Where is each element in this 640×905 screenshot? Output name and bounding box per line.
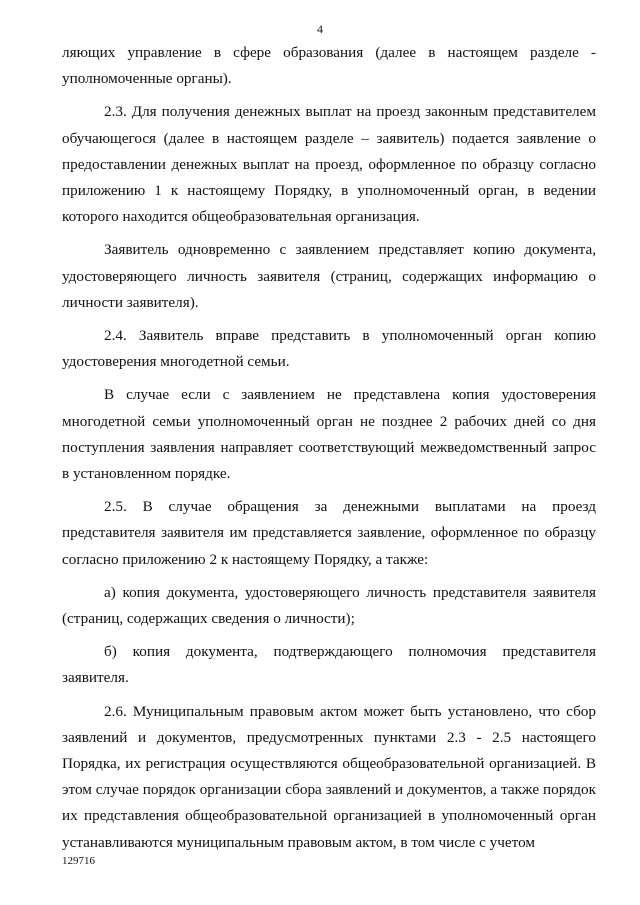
paragraph-continuation: ляющих управление в сфере образования (далее в настоящем разделе - уполномоченные органы). (62, 44, 596, 88)
paragraph-large-family: В случае если с заявлением не представлена копия удостоверения многодетной семьи уполномоченный орган не позднее 2 рабочих дней со дня поступления заявления направляет соответствующий межведомственный запрос в установленном порядке. (62, 386, 596, 483)
list-item-a: а) копия документа, удостоверяющего личность представителя заявителя (страниц, содержащих сведения о личности); (62, 583, 596, 628)
page-number: 4 (317, 22, 323, 36)
paragraph-applicant-copy: Заявитель одновременно с заявлением представляет копию документа, удостоверяющего личность заявителя (страниц, содержащих информацию о личности заявителя). (62, 241, 596, 311)
list-item-b: б) копия документа, подтверждающего полномочия представителя заявителя. (62, 643, 596, 687)
document-code: 129716 (62, 855, 95, 867)
paragraph-2-6: 2.6. Муниципальным правовым актом может быть установлено, что сбор заявлений и документов, предусмотренных пунктами 2.3 - 2.5 настоящего Порядка, их регистрация осуществляются общеобразовательной организацией. В этом случае порядок организации сбора заявлений и документов, а также порядок их представления общеобразовательной организацией в уполномоченный орган устанавливаются муниципальным правовым актом, в том числе с учетом (62, 702, 596, 851)
paragraph-2-4: 2.4. Заявитель вправе представить в уполномоченный орган копию удостоверения многодетной семьи. (62, 327, 596, 371)
paragraph-2-3: 2.3. Для получения денежных выплат на проезд законным представителем обучающегося (далее в настоящем разделе – заявитель) подается заявление о предоставлении денежных выплат на проезд, оформленное по образцу согласно приложению 1 к настоящему Порядку, в уполномоченный орган, в ведении которого находится общеобразовательная организация. (62, 103, 596, 226)
paragraph-2-5: 2.5. В случае обращения за денежными выплатами на проезд представителя заявителя им представляется заявление, оформленное по образцу согласно приложению 2 к настоящему Порядку, а также: (62, 498, 596, 568)
document-body (62, 40, 596, 863)
